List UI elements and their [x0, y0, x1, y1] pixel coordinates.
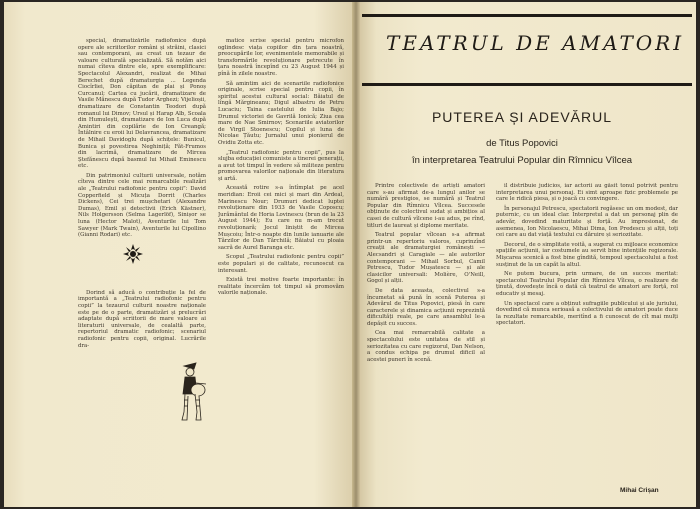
- left-page-column-2: [218, 38, 344, 478]
- paragraph: În personajul Petrescu, spectatorii regăsesc un om modest, dar puternic, cu un ideal clar. Interpretul a dat un personaj plin de adevăr, dovedind maturitate și forță. Au impresionat, de asemenea, Ion Nicolaescu, Mihai Dima, Ion Predescu și alții, toți cei care au dat viață textului cu dăruire și seriozitate.: [496, 205, 678, 239]
- article-subtitle: în interpretarea Teatrului Popular din Rîmnicu Vîlcea: [411, 155, 633, 166]
- paragraph: Această rotire s-a întîmplat pe acel meridian: Eroii cei mici și mari din Ardeal, Marinescu Nour; Drumuri dedicat luptei revoluționare din 1933 de Vasile Coposcu; Jurământul de Horia Lovinescu (brun de la 23 August 1944); Eu care nu m-am trecut revoluționară; Jocul liniștit de Mircea Mușcoiu; Într-o noapte din lunile ianuarie ale Tărzilor de Dan Tărchilă; Băiatul cu ploaia sacră de Aurel Baranga etc.: [218, 185, 344, 251]
- right-page-column-2: [496, 183, 678, 483]
- paragraph: Printre colectivele de artiști amatori care s-au afirmat de-a lungul anilor se numără prestigios, se numără și Teatrul Popular din Rîmnicu Vîlcea. Succesele obținute de colectivul sudat și ambițios al casei de cultură vîlcene i-au adus, pe rînd, titluri de laureat și diplome meritate.: [367, 183, 485, 229]
- paragraph: „Teatrul radiofonic pentru copii”, pus la slujba educației comuniste a tinerei generații, a avut tot timpul în vedere să militeze pentru promovarea valorilor naționale din literatura și artă.: [218, 149, 344, 182]
- paragraph: Dorind să aducă o contribuție la fel de importantă a „Teatrului radiofonic pentru copii” la tezaurul culturii noastre naționale este pe de o parte, dramatizări și prelucrări adaptate după scriitorii de mare valoare ai literaturii universale, de cealaltă parte, repertoriul dramatic radiofonic; scenariul radiofonic pentru copii, original. Lucrările dra-: [78, 289, 206, 349]
- paragraph: Un spectacol care a obținut sufragiile publicului și ale juriului, dovedind că munca serioasă a colectivului de amatori poate duce la rezultate remarcabile, meritînd a fi cunoscut de cît mai mulți spectatori.: [496, 300, 678, 327]
- section-header-band: [362, 14, 692, 86]
- paragraph: De data aceasta, colectivul s-a încumetat să pună în scenă Puterea și Adevărul de Titus Popovici, piesă în care caracterele și dinamica acțiunii reprezintă dificultăți reale, pe care ansamblul le-a depășit cu succes.: [367, 287, 485, 327]
- paragraph: Teatrul popular vîlcean s-a afirmat printr-un repertoriu valoros, cuprinzînd creații ale dramaturgiei românești — Alecsandri și Caragiale — ale autorilor contemporani — Mihail Sorbul, Camil Petrescu, Tudor Mușatescu — și ale clasicilor universali: Molière, O'Neill, Gogol și alții.: [367, 232, 485, 285]
- section-title: TEATRUL DE AMATORI: [386, 31, 685, 55]
- paragraph: Să amintim aici de scenariile radiofonice originale, scrise special pentru copii, în spiritul acestui cultural social: Băiatul de lîngă Mărgineanu; Digul albastru de Petru Lucaciu; Taina castelului de Iulia Bajo; Drumul victoriei de Gavrilă Ionică; Ziua cea mare de Nae Smirnov; Scenariile aviatorilor de Virgil Stoenescu; Copilul și luna de Nicolae Țăutu; Jurnalul unui pionierul de Ovidiu Zotta etc.: [218, 80, 344, 146]
- paragraph: Cea mai remarcabilă calitate a spectacolului este unitatea de stil și seriozitatea cu care regizorul, Dan Nelson, a condus echipa pe drumul dificil al acestei puneri în scenă.: [367, 330, 485, 363]
- paragraph: Scopul „Teatrului radiofonic pentru copii” este populari și de calitate, recunoscut ca interesant.: [218, 254, 344, 274]
- article-title: PUTEREA ȘI ADEVĂRUL: [431, 109, 613, 125]
- article-byline: de Titus Popovici: [486, 138, 558, 149]
- paragraph: il distribuie judicios, iar actorii au găsit tonul potrivit pentru interpretarea unui personaj. Ei simt aproape fizic problemele pe care le ridică piesa, și o joacă cu convingere.: [496, 183, 678, 203]
- paragraph: Din patrimoniul culturii universale, notăm cîteva dintre cele mai remarcabile realizări ale „Teatrului radiofonic pentru copii”: David Copperfield și Micuța Dorrit (Charles Dickens), Cei trei mușchetari (Alexandre Dumas), Emil și detectivii (Erich Kästner), Nils Holgersson (Selma Lagerlöf), Sinișor se luna (Hector Malot), Aventurile lui Tom Sawyer (Mark Twain), Aventurile lui Cipollino (Gianni Rodari) etc.: [78, 172, 206, 239]
- guitar-player-illustration: [170, 360, 210, 425]
- author-signature: Mihai Crișan: [620, 487, 659, 494]
- paragraph: Decorul, de o simplitate voită, a sugerat cu mijloace economice spațiile acțiunii, iar costumele au servit bine intențiile regizorale. Mișcarea scenică a fost bine gîndită, tempoul spectacolului a fost susținut de la un capăt la altul.: [496, 241, 678, 268]
- paragraph: Există trei motive foarte importante: în realitate încercăm tot timpul să promovăm valorile naționale.: [218, 277, 344, 297]
- right-page-column-1: [367, 183, 485, 493]
- flower-ornament-icon: [122, 243, 144, 265]
- paragraph: Ne putem bucura, prin urmare, de un succes meritat: spectacolul Teatrului Popular din Rîmnicu Vîlcea, o realizare de ținută, dovedește încă o dată că teatrul de amatori are forță, rol educativ și mesaj.: [496, 271, 678, 297]
- paragraph: matice scrise special pentru microfon oglindesc viața copiilor din țara noastră, preocupările lor, evenimentele memorabile și transformările revoluționare petrecute în țara noastră începînd cu 23 August 1944 și pînă în zilele noastre.: [218, 38, 344, 77]
- paragraph: special, dramatizările radiofonice după opere ale scriitorilor români și străini, clasici sau contemporani, au creat un tezaur de valoare culturală specializată. Să notăm aici numai cîteva dintre ele, spre exemplificare: Spectacolul Alexandri, realizat de Mihai Berechet după dramaturgia ... Legenda Ciocîrliei, Don căpitan de plai și Ponoș Curcanul; Cartea cu jucării, dramatizare de Vasile Mănescu după Tudor Arghezi; Vijelioșii, dramatizare de Constantin Teodori după romanul lui Dimov; Ursul și Harap Alb, Scoala din Humulești, dramatizare de Ion Luca după Amintiri din copilărie de Ion Creangă; Întâlnire cu eroii lui Delavrancea, dramatizare de Mihail Davidoglu după schițele: Bunicul, Bunica și povestirea Neghiniță; Făt-Frumos din lacrimă, dramatizare de Mircea Ștefănescu după basmul lui Mihail Eminescu etc.: [78, 38, 206, 170]
- book-gutter: [352, 2, 360, 507]
